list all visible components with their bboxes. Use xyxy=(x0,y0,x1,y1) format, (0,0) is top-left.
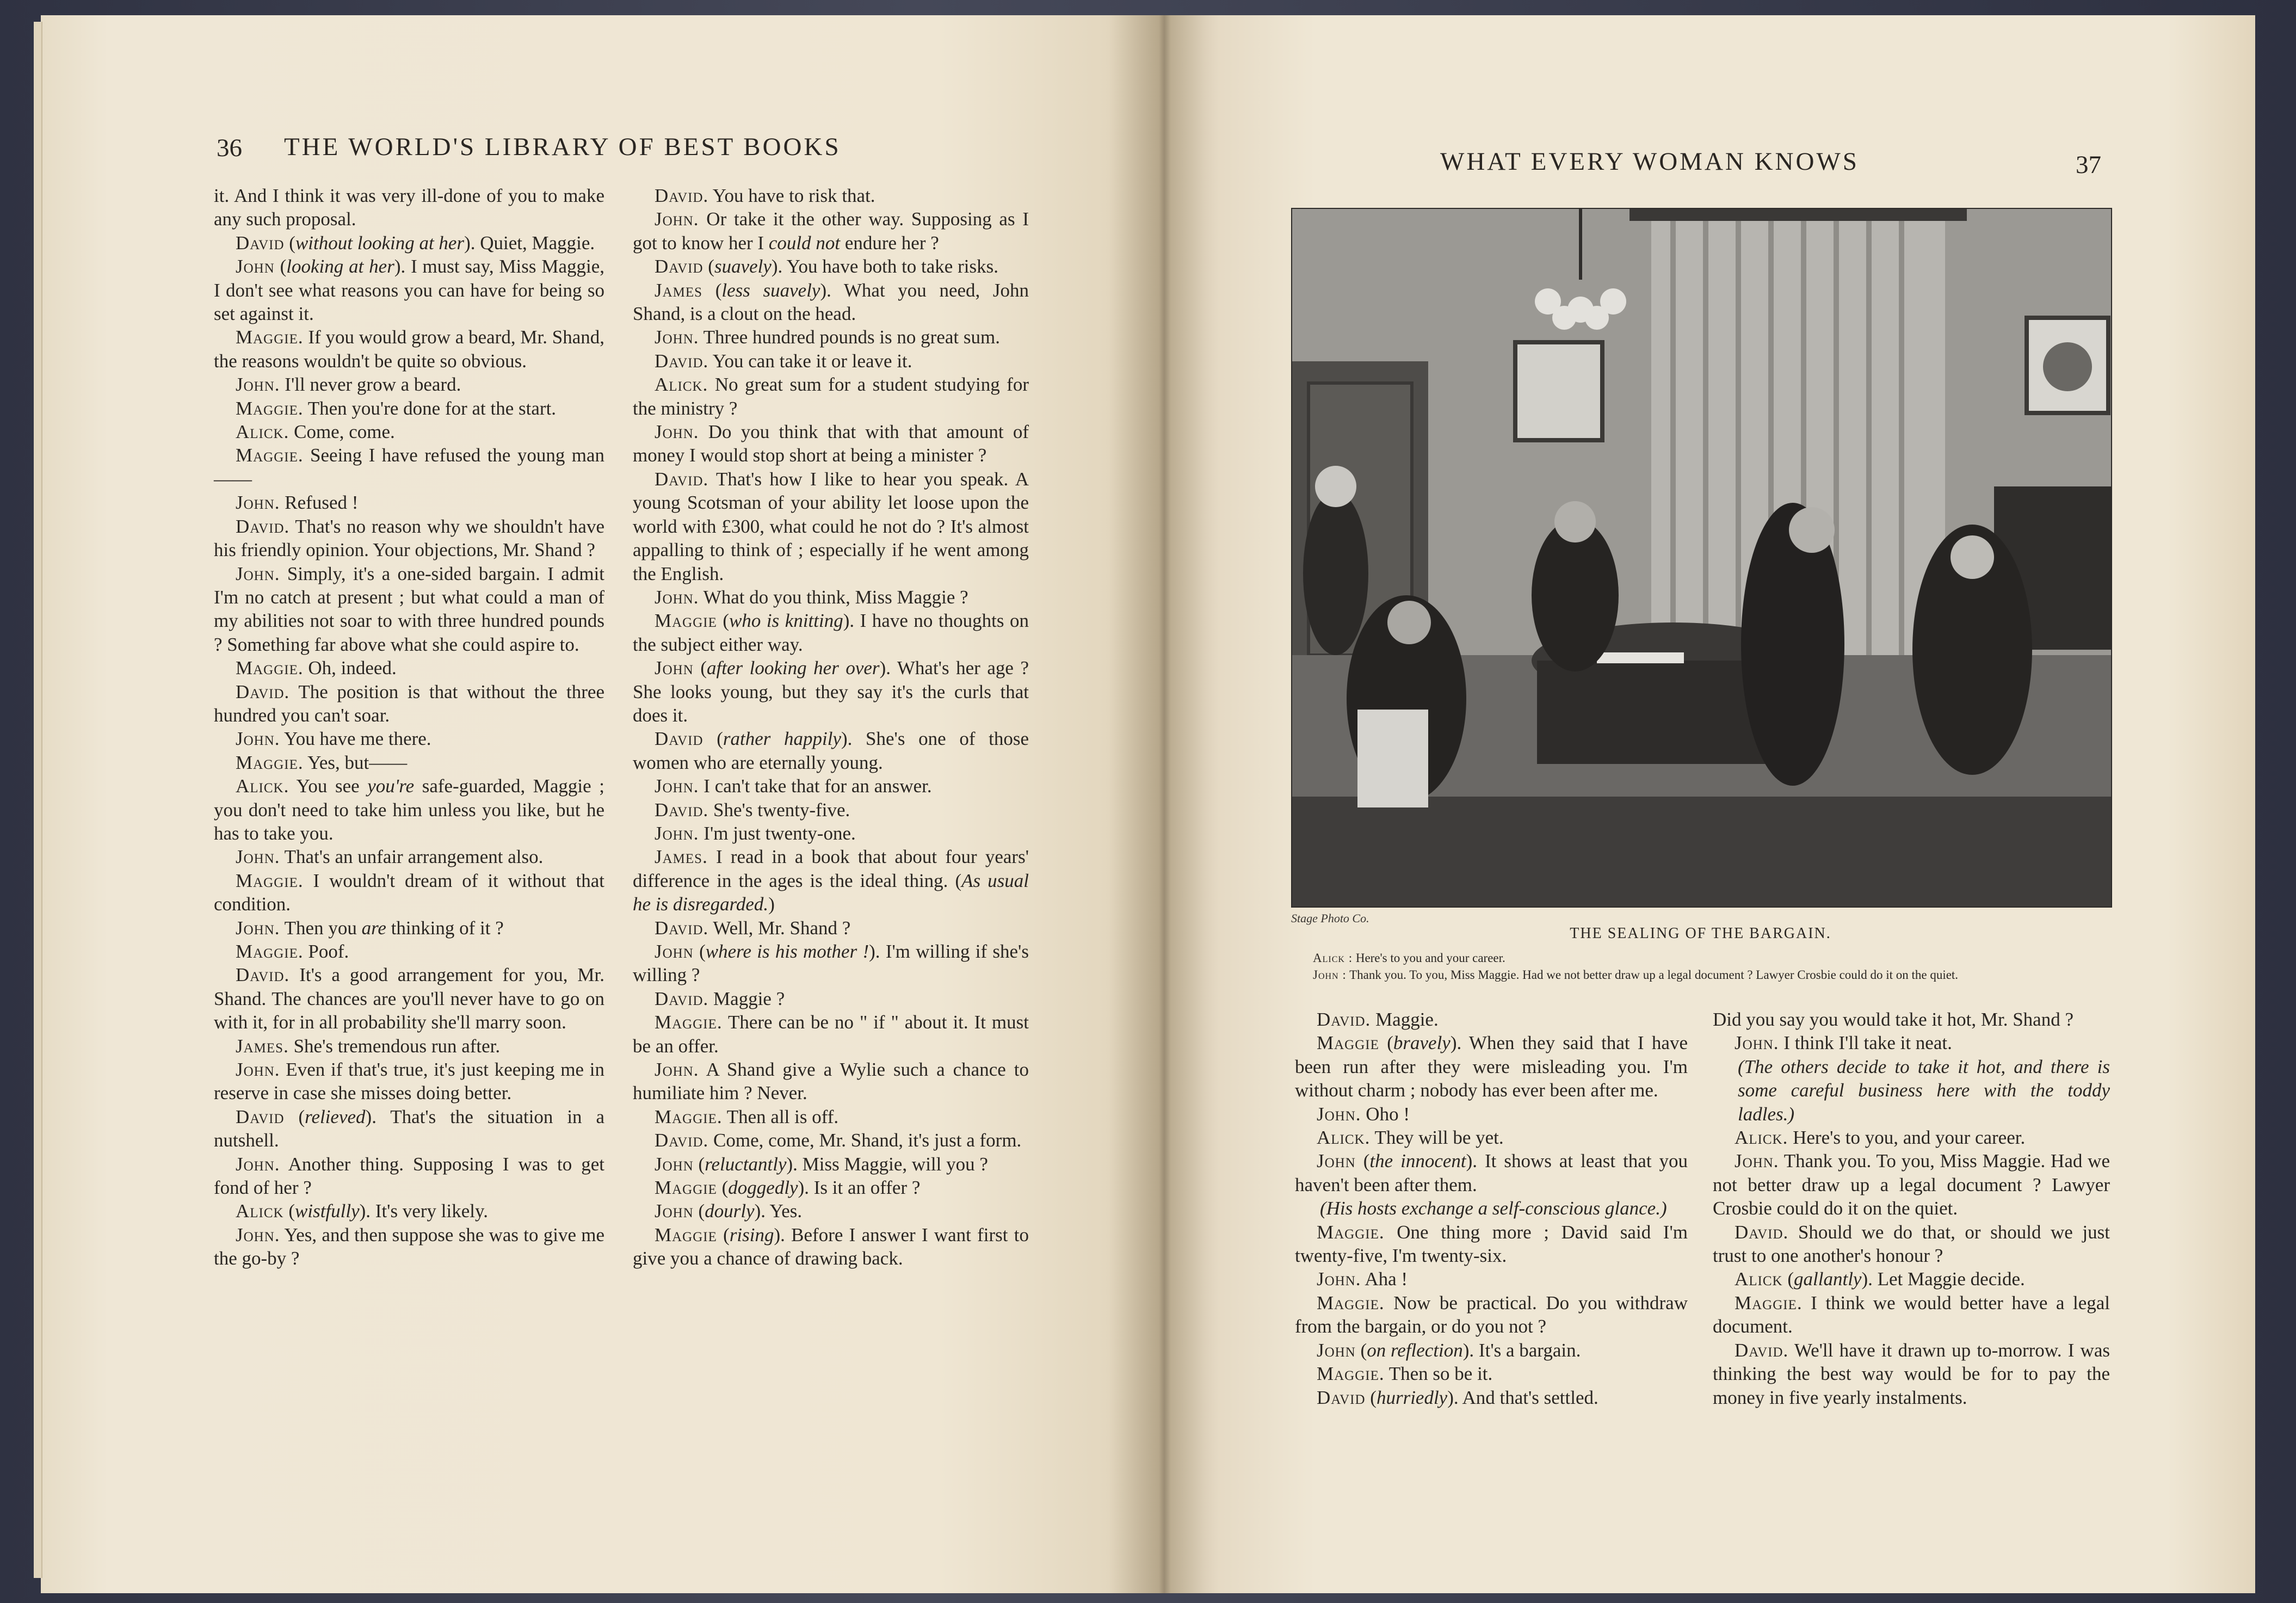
photo-caption-text xyxy=(1291,950,2110,983)
dialogue-paragraph xyxy=(214,751,604,774)
speaker-name: John xyxy=(655,1153,694,1175)
dialogue-paragraph xyxy=(214,1199,604,1223)
dialogue-text: I can't take that for an answer. xyxy=(699,775,932,797)
dialogue-text: Aha ! xyxy=(1361,1268,1408,1290)
dialogue-paragraph xyxy=(214,373,604,396)
caption-line xyxy=(1291,966,2110,983)
stage-direction: on reflection xyxy=(1367,1339,1463,1361)
dialogue-paragraph xyxy=(633,373,1029,420)
dialogue-text: ). I must say, Miss Maggie, I don't see what reasons you can have for being so set against it. xyxy=(214,256,604,325)
dialogue-paragraph xyxy=(1713,1008,2110,1031)
speaker-name: John. xyxy=(655,586,699,608)
dialogue-paragraph xyxy=(214,774,604,845)
dialogue-text: ( xyxy=(284,1106,305,1127)
speaker-name: John. xyxy=(236,492,280,514)
dialogue-paragraph xyxy=(1713,1149,2110,1220)
speaker-name: John : xyxy=(1313,968,1347,982)
dialogue-text: What do you think, Miss Maggie ? xyxy=(699,586,968,608)
speaker-name: Maggie. xyxy=(236,941,304,962)
speaker-name: John. xyxy=(1735,1150,1779,1172)
dialogue-paragraph xyxy=(214,491,604,514)
stage-direction: looking at her xyxy=(286,256,394,278)
speaker-name: David xyxy=(236,1106,285,1127)
dialogue-text: That's how I like to hear you speak. A young Scotsman of your ability let loose upon the world with £300, what could he not do ? It's almost appalling to think of ; especially if he went among the English. xyxy=(633,468,1029,584)
dialogue-text: ). And that's settled. xyxy=(1447,1386,1598,1408)
speaker-name: John. xyxy=(655,421,699,443)
dialogue-paragraph xyxy=(214,727,604,750)
speaker-name: Alick. xyxy=(236,421,289,443)
dialogue-paragraph xyxy=(633,1199,1029,1223)
dialogue-text: ). She's one of those women who are eternally young. xyxy=(633,728,1029,773)
dialogue-text: Then so be it. xyxy=(1384,1363,1493,1385)
stage-direction: As usual he is disregarded. xyxy=(633,870,1029,915)
speaker-name: John. xyxy=(236,1059,280,1081)
dialogue-text: ( xyxy=(1782,1268,1794,1290)
dialogue-paragraph xyxy=(633,822,1029,845)
dialogue-paragraph xyxy=(214,963,604,1034)
stage-direction: after looking her over xyxy=(707,657,880,679)
speaker-name: David xyxy=(655,728,703,750)
dialogue-paragraph xyxy=(633,325,1029,349)
dialogue-text: Should we do that, or should we just trust to one another's honour ? xyxy=(1713,1221,2110,1267)
speaker-name: John. xyxy=(236,1153,280,1175)
dialogue-paragraph xyxy=(1295,1339,1688,1362)
dialogue-paragraph xyxy=(1713,1220,2110,1268)
dialogue-text: Even if that's true, it's just keeping me in reserve in case she misses doing better. xyxy=(214,1059,604,1104)
dialogue-text: thinking of it ? xyxy=(386,917,504,939)
dialogue-text: ). Let Maggie decide. xyxy=(1861,1268,2025,1290)
dialogue-text: (The others decide to take it hot, and there is some careful business here with the toddy ladles.) xyxy=(1738,1056,2110,1125)
dialogue-text: Here's to you, and your career. xyxy=(1788,1127,2026,1149)
stage-direction: doggedly xyxy=(728,1177,798,1199)
dialogue-text: ). Quiet, Maggie. xyxy=(464,232,595,254)
dialogue-text: ( xyxy=(1355,1339,1367,1361)
book-gutter xyxy=(1110,15,1219,1593)
dialogue-paragraph xyxy=(633,1129,1029,1152)
dialogue-paragraph xyxy=(1295,1220,1688,1268)
speaker-name: Alick xyxy=(236,1200,284,1222)
dialogue-paragraph xyxy=(1295,1291,1688,1339)
dialogue-text: I read in a book that about four years' difference in the ages is the ideal thing. ( xyxy=(633,846,1029,891)
speaker-name: John. xyxy=(236,1224,280,1246)
dialogue-text: ). You have both to take risks. xyxy=(771,256,998,278)
speaker-name: Alick : xyxy=(1313,951,1353,965)
dialogue-paragraph xyxy=(633,727,1029,774)
dialogue-paragraph xyxy=(1295,1267,1688,1291)
dialogue-text: No great sum for a student studying for the ministry ? xyxy=(633,374,1029,419)
speaker-name: John xyxy=(655,941,694,962)
dialogue-text: ( xyxy=(693,941,706,962)
dialogue-paragraph xyxy=(214,397,604,420)
speaker-name: Maggie. xyxy=(1317,1292,1385,1314)
speaker-name: Maggie. xyxy=(655,1012,723,1033)
right-page-column-1 xyxy=(1295,1008,1688,1409)
speaker-name: Alick. xyxy=(1317,1127,1371,1149)
dialogue-text: ). I'm willing if she's willing ? xyxy=(633,941,1029,986)
dialogue-text: ( xyxy=(703,728,723,750)
speaker-name: John. xyxy=(655,326,699,348)
speaker-name: John xyxy=(1317,1339,1356,1361)
stage-direction: less suavely xyxy=(721,279,820,301)
dialogue-paragraph xyxy=(1713,1055,2110,1126)
dialogue-paragraph xyxy=(633,184,1029,207)
dialogue-text: ). What's her age ? She looks young, but they say it's the curls that does it. xyxy=(633,657,1029,726)
dialogue-paragraph xyxy=(633,1176,1029,1199)
speaker-name: John xyxy=(655,657,694,679)
right-running-head: WHAT EVERY WOMAN KNOWS xyxy=(1440,147,1859,176)
dialogue-text: Simply, it's a one-sided bargain. I admit I'm no catch at present ; but what could a man of my abilities not soar to with three hundred pounds ? Something far above what she could aspire to. xyxy=(214,563,604,655)
dialogue-paragraph xyxy=(633,916,1029,940)
speaker-name: Maggie. xyxy=(236,445,304,466)
dialogue-text: Then all is off. xyxy=(722,1106,839,1127)
speaker-name: John xyxy=(655,1200,694,1222)
dialogue-paragraph xyxy=(214,1034,604,1058)
dialogue-text: ( xyxy=(717,1177,729,1199)
speaker-name: Maggie. xyxy=(236,751,304,773)
dialogue-text: ). Is it an offer ? xyxy=(798,1177,921,1199)
dialogue-paragraph xyxy=(633,987,1029,1010)
dialogue-text: ). Before I answer I want first to give you a chance of drawing back. xyxy=(633,1224,1029,1269)
stage-direction: dourly xyxy=(705,1200,755,1222)
dialogue-text: Well, Mr. Shand ? xyxy=(708,917,851,939)
dialogue-text: I think I'll take it neat. xyxy=(1779,1032,1952,1054)
dialogue-paragraph xyxy=(1295,1386,1688,1409)
dialogue-text: ( xyxy=(1365,1386,1377,1408)
dialogue-text: Seeing I have refused the young man—— xyxy=(214,445,604,490)
dialogue-paragraph xyxy=(1295,1197,1688,1220)
speaker-name: John. xyxy=(655,208,699,230)
dialogue-text: You can take it or leave it. xyxy=(708,350,912,372)
dialogue-paragraph xyxy=(214,443,604,491)
photo-credit: Stage Photo Co. xyxy=(1291,911,1369,925)
dialogue-text: Refused ! xyxy=(280,492,359,514)
dialogue-paragraph xyxy=(1295,1031,1688,1102)
stage-direction: hurriedly xyxy=(1376,1386,1448,1408)
dialogue-paragraph xyxy=(214,916,604,940)
speaker-name: Maggie xyxy=(655,610,717,632)
speaker-name: John xyxy=(236,256,275,278)
speaker-name: John. xyxy=(655,1059,699,1081)
stage-direction: the innocent xyxy=(1369,1150,1466,1172)
dialogue-paragraph xyxy=(214,1105,604,1152)
speaker-name: Maggie xyxy=(655,1224,717,1246)
dialogue-text: Come, come, Mr. Shand, it's just a form. xyxy=(708,1130,1022,1151)
dialogue-text: ( xyxy=(717,1224,730,1246)
dialogue-text: She's twenty-five. xyxy=(708,799,850,821)
speaker-name: John. xyxy=(236,846,280,868)
stage-direction: rising xyxy=(729,1224,774,1246)
dialogue-text: She's tremendous run after. xyxy=(288,1035,501,1057)
dialogue-text: Oho ! xyxy=(1361,1103,1410,1125)
dialogue-text: ). When they said that I have been run after they were misleading you. I'm without charm ; nobody has ever been after me. xyxy=(1295,1032,1688,1101)
stage-direction: without looking at her xyxy=(295,232,465,254)
dialogue-paragraph xyxy=(633,1058,1029,1105)
dialogue-paragraph xyxy=(633,1223,1029,1271)
dialogue-paragraph xyxy=(214,515,604,562)
dialogue-text: Then you're done for at the start. xyxy=(303,397,557,419)
dialogue-text: ( xyxy=(717,610,730,632)
stage-photograph xyxy=(1291,208,2112,908)
speaker-name: John. xyxy=(236,728,280,750)
stage-direction: suavely xyxy=(714,256,771,278)
dialogue-text: ). I have no thoughts on the subject either way. xyxy=(633,610,1029,655)
dialogue-text: Do you think that with that amount of money I would stop short at being a minister ? xyxy=(633,421,1029,466)
dialogue-text: Now be practical. Do you withdraw from the bargain, or do you not ? xyxy=(1295,1292,1688,1337)
speaker-name: Maggie. xyxy=(236,397,304,419)
dialogue-text: ( xyxy=(1355,1150,1370,1172)
dialogue-text: That's an unfair arrangement also. xyxy=(280,846,544,868)
left-page-column-1 xyxy=(214,184,604,1271)
stage-direction: relieved xyxy=(305,1106,366,1127)
dialogue-paragraph xyxy=(214,1152,604,1200)
caption-line xyxy=(1291,950,2110,966)
dialogue-paragraph xyxy=(633,845,1029,916)
dialogue-text: Maggie ? xyxy=(708,988,785,1009)
dialogue-text: If you would grow a beard, Mr. Shand, the reasons wouldn't be quite so obvious. xyxy=(214,326,604,372)
stage-direction: rather happily xyxy=(723,728,841,750)
dialogue-text: (His hosts exchange a self-conscious glance.) xyxy=(1320,1198,1667,1219)
speaker-name: David. xyxy=(1735,1221,1789,1243)
dialogue-text: Or take it the other way. Supposing as I got to know her I xyxy=(633,208,1029,254)
dialogue-text: ). It shows at least that you haven't been after them. xyxy=(1295,1150,1688,1195)
dialogue-text: ( xyxy=(693,1200,705,1222)
speaker-name: David. xyxy=(655,799,709,821)
speaker-name: Maggie xyxy=(1317,1032,1379,1054)
stage-photograph-scene xyxy=(1292,209,2111,907)
speaker-name: John. xyxy=(236,563,280,584)
dialogue-paragraph xyxy=(633,467,1029,585)
dialogue-paragraph xyxy=(214,656,604,680)
dialogue-text: I think we would better have a legal document. xyxy=(1713,1292,2110,1337)
dialogue-text: ). Yes. xyxy=(754,1200,803,1222)
dialogue-text: I wouldn't dream of it without that condition. xyxy=(214,870,604,915)
speaker-name: Maggie. xyxy=(1735,1292,1803,1314)
speaker-name: Maggie. xyxy=(236,870,304,891)
dialogue-text: I'll never grow a beard. xyxy=(280,374,461,396)
speaker-name: James xyxy=(655,279,703,301)
left-page-number: 36 xyxy=(217,134,242,162)
dialogue-text: Thank you. To you, Miss Maggie. Had we not better draw up a legal document ? Lawyer Crosbie could do it on the quiet. xyxy=(1346,968,1959,982)
dialogue-text: You see xyxy=(289,775,368,797)
dialogue-paragraph xyxy=(214,562,604,657)
speaker-name: Alick. xyxy=(236,775,289,797)
speaker-name: Maggie. xyxy=(236,326,304,348)
speaker-name: David. xyxy=(655,917,709,939)
speaker-name: James. xyxy=(655,846,708,868)
speaker-name: Maggie. xyxy=(236,657,304,679)
dialogue-text: Another thing. Supposing I was to get fond of her ? xyxy=(214,1153,604,1199)
speaker-name: John. xyxy=(655,822,699,844)
dialogue-paragraph xyxy=(633,1152,1029,1176)
dialogue-paragraph xyxy=(214,940,604,963)
dialogue-paragraph xyxy=(633,656,1029,727)
speaker-name: David. xyxy=(655,350,709,372)
dialogue-text: it. And I think it was very ill-done of you to make any such proposal. xyxy=(214,185,604,230)
speaker-name: David xyxy=(1317,1386,1366,1408)
stage-direction: reluctantly xyxy=(705,1153,787,1175)
right-page-number: 37 xyxy=(2076,151,2101,179)
dialogue-text: Come, come. xyxy=(289,421,395,443)
dialogue-text: That's no reason why we shouldn't have his friendly opinion. Your objections, Mr. Shand ? xyxy=(214,515,604,561)
speaker-name: John. xyxy=(655,775,699,797)
left-page-column-2 xyxy=(633,184,1029,1271)
dialogue-text: ( xyxy=(693,657,707,679)
dialogue-text: ( xyxy=(1379,1032,1393,1054)
dialogue-text: ( xyxy=(274,256,287,278)
dialogue-paragraph xyxy=(633,940,1029,987)
dialogue-text: It's a good arrangement for you, Mr. Shand. The chances are you'll never have to go on with it, for in all probability she'll marry soon. xyxy=(214,964,604,1033)
dialogue-paragraph xyxy=(633,1010,1029,1058)
dialogue-text: ) xyxy=(768,893,775,915)
dialogue-text: ( xyxy=(284,232,295,254)
dialogue-paragraph xyxy=(633,279,1029,326)
dialogue-text: We'll have it drawn up to-morrow. I was thinking the best way would be for to pay the money in five yearly instalments. xyxy=(1713,1339,2110,1408)
speaker-name: John xyxy=(1317,1150,1356,1172)
speaker-name: David. xyxy=(1735,1339,1789,1361)
dialogue-paragraph xyxy=(633,207,1029,255)
dialogue-text: You have me there. xyxy=(280,728,431,750)
dialogue-text: Did you say you would take it hot, Mr. Shand ? xyxy=(1713,1009,2074,1030)
dialogue-paragraph xyxy=(1713,1031,2110,1055)
dialogue-paragraph xyxy=(214,325,604,373)
dialogue-text: ). Miss Maggie, will you ? xyxy=(786,1153,988,1175)
dialogue-text: ). It's a bargain. xyxy=(1462,1339,1581,1361)
speaker-name: David. xyxy=(1317,1009,1371,1030)
dialogue-paragraph xyxy=(1295,1149,1688,1197)
dialogue-text: ). What you need, John Shand, is a clout on the head. xyxy=(633,279,1029,325)
dialogue-text: Here's to you and your career. xyxy=(1353,951,1505,965)
dialogue-paragraph xyxy=(633,255,1029,278)
dialogue-paragraph xyxy=(214,255,604,325)
dialogue-text: Poof. xyxy=(303,941,349,962)
dialogue-paragraph xyxy=(1713,1339,2110,1409)
dialogue-paragraph xyxy=(633,585,1029,609)
dialogue-text: Then you xyxy=(280,917,362,939)
stage-direction: where is his mother ! xyxy=(705,941,869,962)
dialogue-text: safe-guarded, Maggie ; you don't need to take him unless you like, but he has to take you. xyxy=(214,775,604,844)
speaker-name: David xyxy=(655,256,703,278)
stage-direction: wistfully xyxy=(295,1200,360,1222)
speaker-name: Maggie. xyxy=(655,1106,723,1127)
speaker-name: Alick. xyxy=(1735,1127,1788,1149)
left-running-head: THE WORLD'S LIBRARY OF BEST BOOKS xyxy=(284,133,841,161)
dialogue-paragraph xyxy=(214,845,604,868)
dialogue-paragraph xyxy=(633,349,1029,373)
speaker-name: Maggie xyxy=(655,1177,717,1199)
speaker-name: Maggie. xyxy=(1317,1363,1385,1385)
stage-direction: bravely xyxy=(1393,1032,1451,1054)
dialogue-paragraph xyxy=(214,420,604,443)
speaker-name: David. xyxy=(655,468,709,490)
dialogue-text: Oh, indeed. xyxy=(303,657,397,679)
speaker-name: John. xyxy=(236,374,280,396)
speaker-name: John. xyxy=(1317,1268,1361,1290)
dialogue-paragraph xyxy=(633,774,1029,798)
speaker-name: David. xyxy=(236,515,290,537)
speaker-name: Alick. xyxy=(655,374,708,396)
dialogue-paragraph xyxy=(633,798,1029,822)
dialogue-text: You have to risk that. xyxy=(708,185,875,206)
dialogue-paragraph xyxy=(214,869,604,916)
dialogue-text: ( xyxy=(283,1200,295,1222)
speaker-name: David xyxy=(236,232,285,254)
dialogue-paragraph xyxy=(214,680,604,727)
stage-direction: are xyxy=(361,917,386,939)
dialogue-paragraph xyxy=(633,420,1029,467)
dialogue-paragraph xyxy=(214,1223,604,1271)
dialogue-text: A Shand give a Wylie such a chance to humiliate him ? Never. xyxy=(633,1059,1029,1104)
dialogue-text: Maggie. xyxy=(1371,1009,1439,1030)
dialogue-paragraph xyxy=(633,1105,1029,1129)
dialogue-text: Three hundred pounds is no great sum. xyxy=(699,326,1000,348)
speaker-name: James. xyxy=(236,1035,289,1057)
speaker-name: John. xyxy=(1735,1032,1779,1054)
dialogue-paragraph xyxy=(1713,1291,2110,1339)
stage-direction: gallantly xyxy=(1794,1268,1862,1290)
dialogue-paragraph xyxy=(1295,1362,1688,1385)
dialogue-text: ). It's very likely. xyxy=(359,1200,488,1222)
stage-direction: could not xyxy=(768,232,841,254)
photo-caption-title: THE SEALING OF THE BARGAIN. xyxy=(1570,925,1831,942)
right-page-column-2 xyxy=(1713,1008,2110,1409)
speaker-name: John. xyxy=(1317,1103,1361,1125)
speaker-name: John. xyxy=(236,917,280,939)
speaker-name: David. xyxy=(236,681,290,702)
dialogue-text: Yes, and then suppose she was to give me the go-by ? xyxy=(214,1224,604,1269)
stage-direction: who is knitting xyxy=(729,610,843,632)
dialogue-text: Thank you. To you, Miss Maggie. Had we not better draw up a legal document ? Lawyer Crosbie could do it on the quiet. xyxy=(1713,1150,2110,1219)
dialogue-text: There can be no " if " about it. It must be an offer. xyxy=(633,1012,1029,1057)
dialogue-paragraph xyxy=(1713,1267,2110,1291)
dialogue-paragraph xyxy=(1295,1126,1688,1149)
dialogue-text: ( xyxy=(703,256,714,278)
dialogue-text: endure her ? xyxy=(840,232,939,254)
dialogue-paragraph xyxy=(633,609,1029,656)
dialogue-paragraph xyxy=(1713,1126,2110,1149)
dialogue-text: ( xyxy=(693,1153,705,1175)
dialogue-paragraph xyxy=(214,184,604,231)
dialogue-paragraph xyxy=(1295,1102,1688,1126)
dialogue-paragraph xyxy=(1295,1008,1688,1031)
dialogue-paragraph xyxy=(214,1058,604,1105)
dialogue-text: Yes, but—— xyxy=(303,751,408,773)
dialogue-paragraph xyxy=(214,231,604,255)
stage-direction: you're xyxy=(367,775,415,797)
speaker-name: David. xyxy=(236,964,290,986)
speaker-name: David. xyxy=(655,185,709,206)
dialogue-text: The position is that without the three hundred you can't soar. xyxy=(214,681,604,726)
dialogue-text: ( xyxy=(702,279,722,301)
dialogue-text: They will be yet. xyxy=(1370,1127,1504,1149)
speaker-name: Alick xyxy=(1735,1268,1783,1290)
dialogue-text: ). That's the situation in a nutshell. xyxy=(214,1106,604,1151)
dialogue-text: I'm just twenty-one. xyxy=(699,822,856,844)
speaker-name: David. xyxy=(655,988,709,1009)
speaker-name: Maggie. xyxy=(1317,1221,1385,1243)
dialogue-text: One thing more ; David said I'm twenty-five, I'm twenty-six. xyxy=(1295,1221,1688,1267)
speaker-name: David. xyxy=(655,1130,709,1151)
left-page-edges xyxy=(34,22,42,1578)
